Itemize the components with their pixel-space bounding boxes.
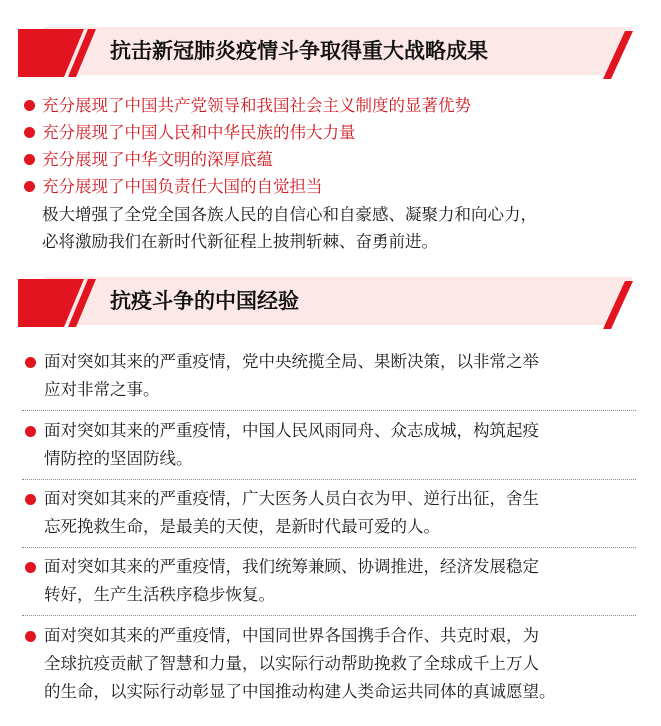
section-banner: [18, 275, 636, 333]
list-item: 面对突如其来的严重疫情，党中央统揽全局、果断决策，以非常之举 应对非常之事。: [22, 348, 640, 404]
list-item: 面对突如其来的严重疫情，广大医务人员白衣为甲、逆行出征，舍生 忘死挽救生命，是最美的天使，是新时代最可爱的人。: [22, 485, 640, 541]
section-banner: [18, 25, 636, 83]
list-item: 面对突如其来的严重疫情，我们统筹兼顾、协调推进，经济发展稳定 转好，生产生活秩序稳步恢复。: [22, 553, 640, 609]
bullet-dot-icon: [24, 100, 35, 111]
divider: [22, 479, 636, 480]
section-title: 抗疫斗争的中国经验: [110, 289, 299, 313]
list-item: 面对突如其来的严重疫情，中国同世界各国携手合作、共克时艰，为 全球抗疫贡献了智慧和力量，以实际行动帮助挽救了全球成千上万人 的生命，以实际行动彰显了中国推动构建人类命运共同体的真诚愿望。: [22, 622, 640, 706]
list-item: 充分展现了中国共产党领导和我国社会主义制度的显著优势: [22, 92, 642, 119]
summary-paragraph: 极大增强了全党全国各族人民的自信心和自豪感、凝聚力和向心力， 必将激励我们在新时代新征程上披荆斩棘、奋勇前进。: [42, 205, 537, 251]
bullet-dot-icon: [25, 426, 36, 437]
divider: [22, 615, 636, 616]
bullet-dot-icon: [24, 127, 35, 138]
bullet-dot-icon: [24, 154, 35, 165]
list-item: 充分展现了中国人民和中华民族的伟大力量: [22, 119, 642, 146]
list-item: 充分展现了中国负责任大国的自觉担当: [22, 173, 642, 200]
list-item: 充分展现了中华文明的深厚底蕴: [22, 146, 642, 173]
bullet-dot-icon: [24, 181, 35, 192]
bullet-list: [22, 92, 642, 200]
bullet-dot-icon: [25, 494, 36, 505]
section-title: 抗击新冠肺炎疫情斗争取得重大战略成果: [110, 39, 488, 63]
divider: [22, 547, 636, 548]
bullet-dot-icon: [25, 357, 36, 368]
bullet-dot-icon: [25, 562, 36, 573]
divider: [22, 410, 636, 411]
list-item: 面对突如其来的严重疫情，中国人民风雨同舟、众志成城，构筑起疫 情防控的坚固防线。: [22, 417, 640, 473]
bullet-dot-icon: [25, 631, 36, 642]
